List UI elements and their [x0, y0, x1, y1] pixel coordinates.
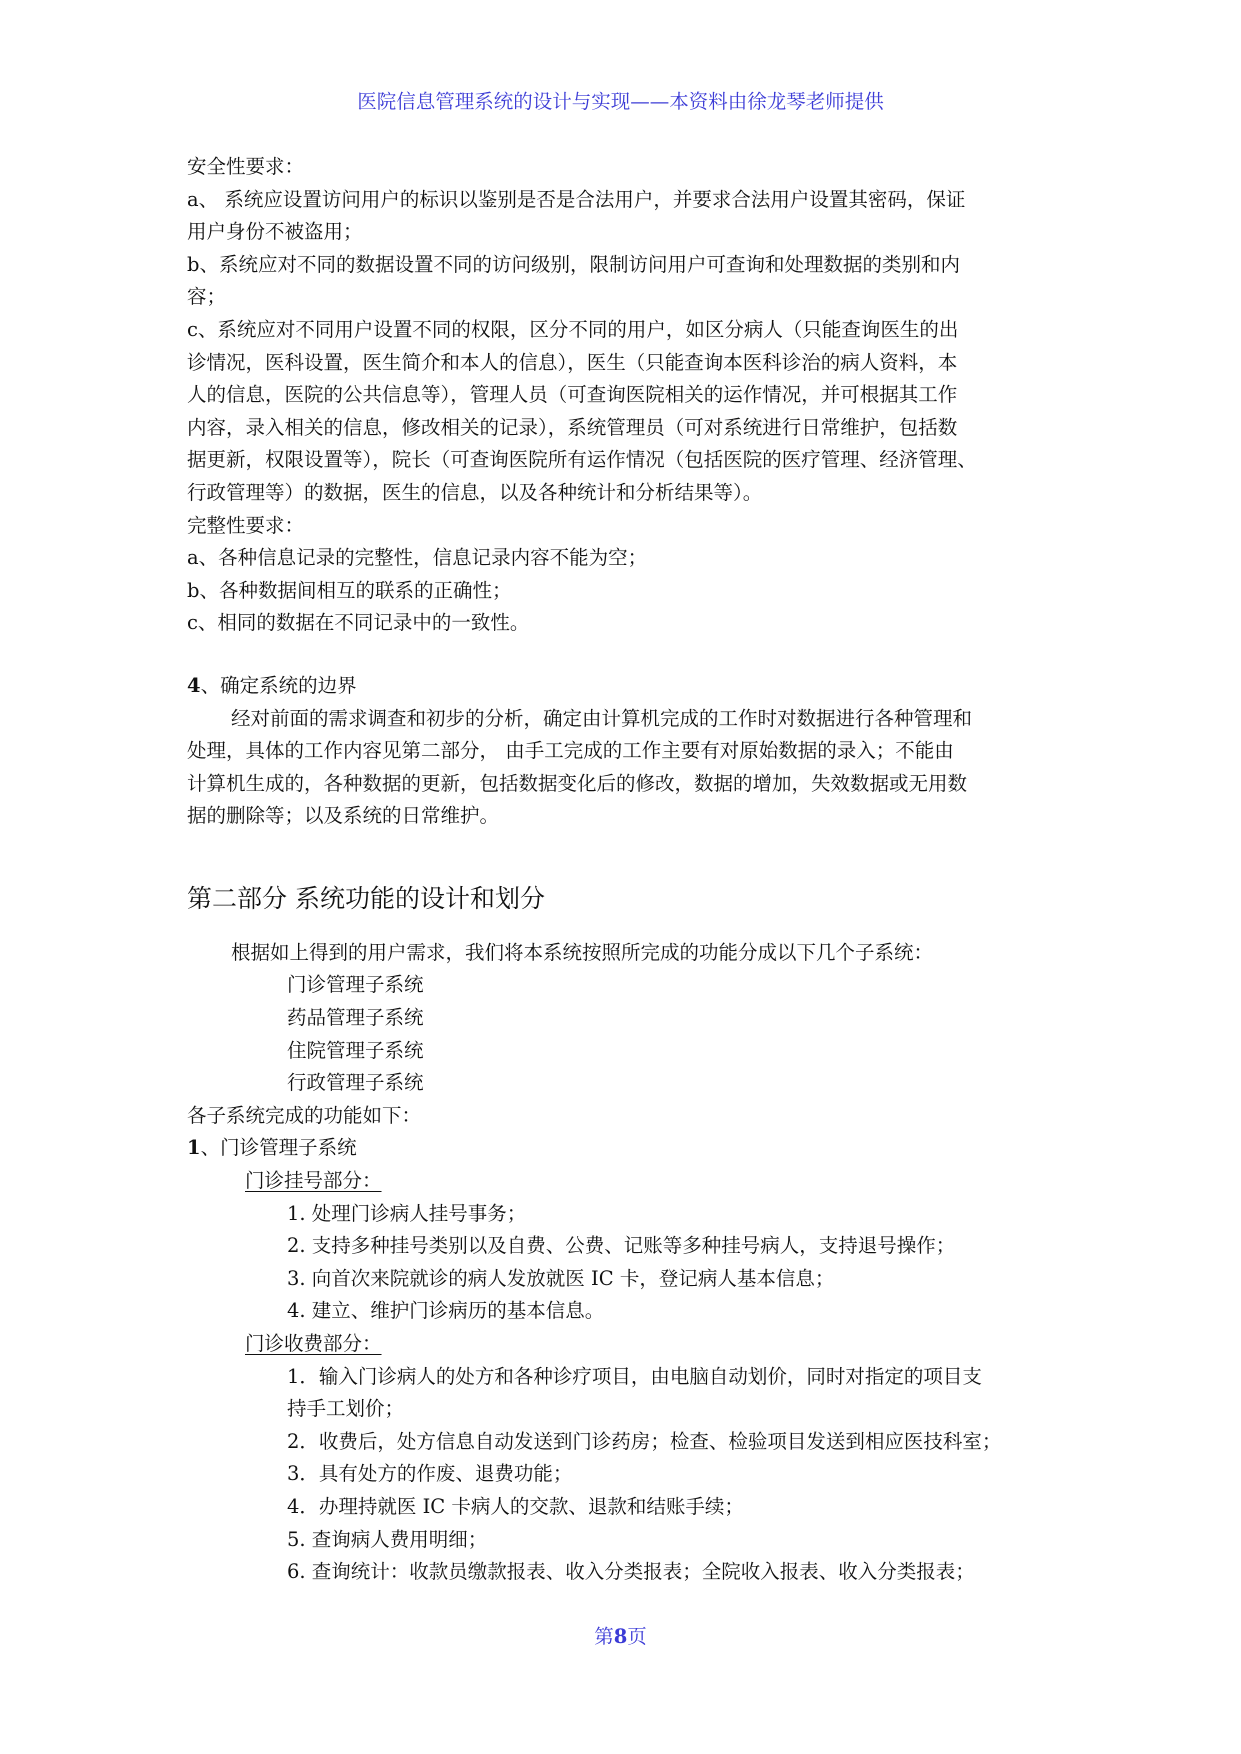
security-line: a、 系统应设置访问用户的标识以鉴别是否是合法用户，并要求合法用户设置其密码，保证	[187, 187, 966, 211]
boundary-line: 计算机生成的，各种数据的更新，包括数据变化后的修改，数据的增加，失效数据或无用数	[187, 771, 968, 795]
charging-heading	[187, 1328, 1087, 1361]
boundary-heading	[187, 670, 1087, 703]
boundary-line: 处理，具体的工作内容见第二部分， 由手工完成的工作主要有对原始数据的录入；不能由	[187, 739, 954, 763]
subsystem-item: 药品管理子系统	[287, 1006, 424, 1030]
registration-heading-text: 门诊挂号部分：	[245, 1169, 382, 1193]
registration-item: 1. 处理门诊病人挂号事务；	[287, 1201, 527, 1225]
security-heading: 安全性要求：	[187, 155, 305, 178]
subsystem-heading-text: 、门诊管理子系统	[200, 1136, 357, 1160]
security-line: 内容，录入相关的信息，修改相关的记录），系统管理员（可对系统进行日常维护，包括数	[187, 415, 958, 439]
page-footer	[0, 1621, 1241, 1649]
security-line: b、系统应对不同的数据设置不同的访问级别，限制访问用户可查询和处理数据的类别和内	[187, 252, 960, 276]
security-line: 行政管理等）的数据，医生的信息，以及各种统计和分析结果等）。	[187, 480, 763, 504]
security-line: 诊情况，医科设置，医生简介和本人的信息），医生（只能查询本医科诊治的病人资料，本	[187, 350, 958, 374]
part2-intro: 根据如上得到的用户需求，我们将本系统按照所完成的功能分成以下几个子系统：	[231, 940, 934, 964]
security-line: 容；	[187, 285, 227, 309]
registration-item: 2. 支持多种挂号类别以及自费、公费、记账等多种挂号病人，支持退号操作；	[287, 1234, 956, 1258]
subsystem-item: 住院管理子系统	[287, 1038, 424, 1062]
security-line: 用户身份不被盗用；	[187, 220, 363, 244]
subsystem-item: 行政管理子系统	[287, 1071, 424, 1095]
boundary-number: 4	[187, 673, 201, 697]
integrity-line: b、各种数据间相互的联系的正确性；	[187, 578, 512, 602]
page-number: 8	[613, 1625, 628, 1648]
subsystem-heading	[187, 1132, 1087, 1165]
page-header: 医院信息管理系统的设计与实现——本资料由徐龙琴老师提供	[357, 90, 884, 113]
registration-item: 4. 建立、维护门诊病历的基本信息。	[287, 1299, 605, 1323]
registration-item: 3. 向首次来院就诊的病人发放就医 IC 卡，登记病人基本信息；	[287, 1266, 835, 1290]
charging-item: 3．具有处方的作废、退费功能；	[287, 1462, 573, 1486]
security-line: 人的信息，医院的公共信息等），管理人员（可查询医院相关的运作情况，并可根据其工作	[187, 383, 958, 407]
functions-intro: 各子系统完成的功能如下：	[187, 1103, 422, 1127]
charging-item: 5. 查询病人费用明细；	[287, 1527, 488, 1551]
charging-item: 2．收费后，处方信息自动发送到门诊药房；检查、检验项目发送到相应医技科室；	[287, 1429, 1002, 1453]
integrity-line: a、各种信息记录的完整性，信息记录内容不能为空；	[187, 546, 648, 570]
boundary-heading-text: 、确定系统的边界	[200, 673, 357, 697]
integrity-heading: 完整性要求：	[187, 513, 305, 537]
subsystem-number: 1	[187, 1136, 201, 1160]
footer-prefix: 第	[594, 1625, 614, 1648]
boundary-line: 据的删除等；以及系统的日常维护。	[187, 804, 500, 828]
charging-item: 6. 查询统计：收款员缴款报表、收入分类报表；全院收入报表、收入分类报表；	[287, 1560, 975, 1584]
charging-item: 1．输入门诊病人的处方和各种诊疗项目，由电脑自动划价，同时对指定的项目支	[287, 1364, 982, 1388]
subsystem-item: 门诊管理子系统	[287, 973, 424, 997]
boundary-line: 经对前面的需求调查和初步的分析，确定由计算机完成的工作时对数据进行各种管理和	[231, 706, 973, 730]
footer-suffix: 页	[627, 1625, 647, 1648]
security-line: 据更新，权限设置等），院长（可查询医院所有运作情况（包括医院的医疗管理、经济管理、	[187, 448, 977, 472]
registration-heading	[187, 1165, 1087, 1198]
section-title: 第二部分 系统功能的设计和划分	[187, 883, 545, 913]
integrity-line: c、相同的数据在不同记录中的一致性。	[187, 611, 530, 635]
document-body	[187, 151, 1087, 1589]
security-line: c、系统应对不同用户设置不同的权限，区分不同的用户，如区分病人（只能查询医生的出	[187, 317, 959, 341]
charging-heading-text: 门诊收费部分：	[245, 1332, 382, 1355]
charging-item: 4．办理持就医 IC 卡病人的交款、退款和结账手续；	[287, 1494, 744, 1518]
charging-item: 持手工划价；	[287, 1397, 405, 1421]
